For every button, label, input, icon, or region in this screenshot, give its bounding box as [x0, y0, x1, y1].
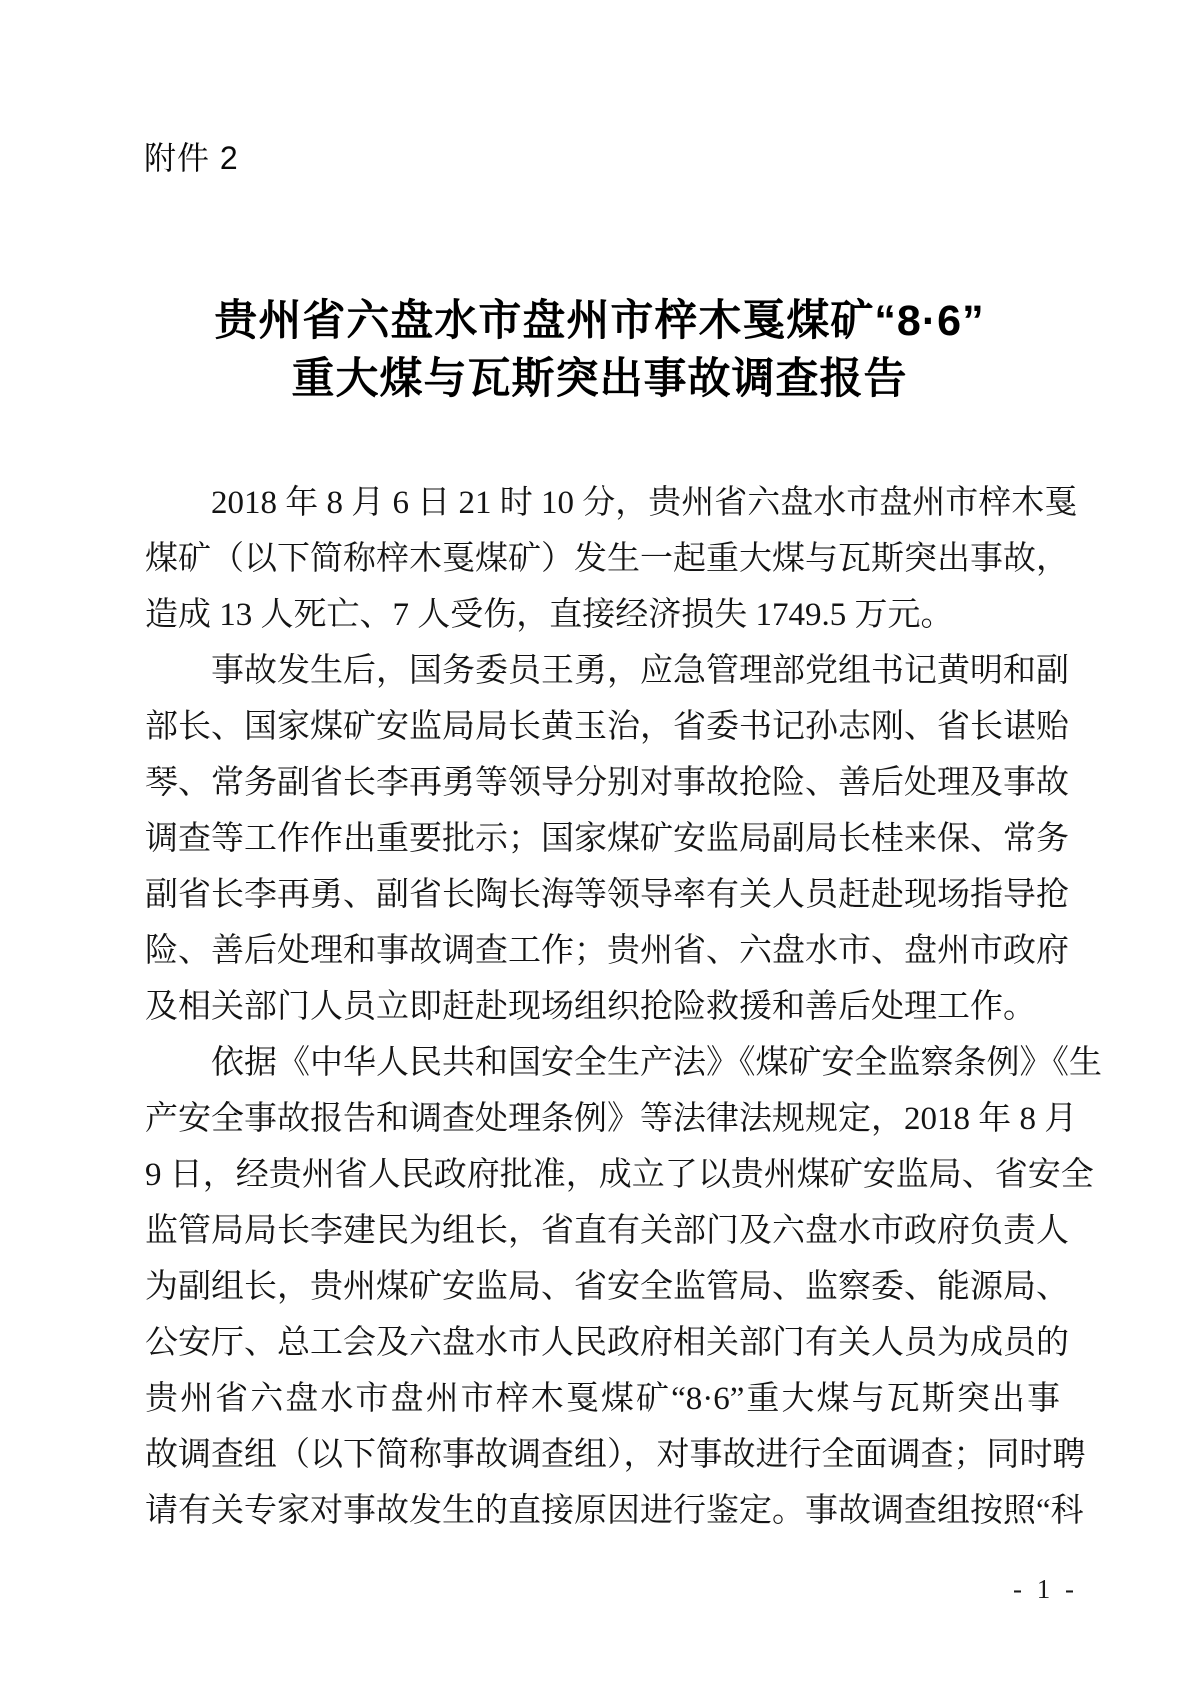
body-line: 煤矿（以下简称梓木戛煤矿）发生一起重大煤与瓦斯突出事故，	[145, 541, 1069, 577]
body-line: 依据《中华人民共和国安全生产法》《煤矿安全监察条例》《生	[211, 1045, 1102, 1081]
body-line: 公安厅、总工会及六盘水市人民政府相关部门有关人员为成员的	[145, 1325, 1069, 1361]
body-line: 副省长李再勇、副省长陶长海等领导率有关人员赶赴现场指导抢	[145, 877, 1069, 913]
body-line: 贵州省六盘水市盘州市梓木戛煤矿“8·6”重大煤与瓦斯突出事	[145, 1381, 1060, 1417]
body-line: 及相关部门人员立即赶赴现场组织抢险救援和善后处理工作。	[145, 989, 1036, 1025]
body-line: 险、善后处理和事故调查工作；贵州省、六盘水市、盘州市政府	[145, 933, 1069, 969]
body-line: 产安全事故报告和调查处理条例》等法律法规规定，2018 年 8 月	[145, 1101, 1078, 1137]
attachment-label: 附件 2	[144, 140, 239, 176]
body-line: 为副组长，贵州煤矿安监局、省安全监管局、监察委、能源局、	[145, 1269, 1069, 1305]
body-line: 2018 年 8 月 6 日 21 时 10 分，贵州省六盘水市盘州市梓木戛	[211, 485, 1078, 521]
body-line: 故调查组（以下简称事故调查组），对事故进行全面调查；同时聘	[145, 1437, 1086, 1473]
body-line: 造成 13 人死亡、7 人受伤，直接经济损失 1749.5 万元。	[145, 597, 954, 633]
document-body	[145, 475, 1102, 1539]
body-line: 部长、国家煤矿安监局局长黄玉治，省委书记孙志刚、省长谌贻	[145, 709, 1069, 745]
body-line: 调查等工作作出重要批示；国家煤矿安监局副局长桂来保、常务	[145, 821, 1069, 857]
body-line: 9 日，经贵州省人民政府批准，成立了以贵州煤矿安监局、省安全	[145, 1157, 1094, 1193]
page-number: - 1 -	[1013, 1574, 1078, 1604]
document-title	[0, 292, 1199, 408]
document-title-line2: 重大煤与瓦斯突出事故调查报告	[291, 355, 908, 403]
document-title-line1: 贵州省六盘水市盘州市梓木戛煤矿“8·6”	[214, 297, 985, 345]
body-line: 请有关专家对事故发生的直接原因进行鉴定。事故调查组按照“科	[145, 1493, 1084, 1529]
body-line: 监管局局长李建民为组长，省直有关部门及六盘水市政府负责人	[145, 1213, 1069, 1249]
body-line: 琴、常务副省长李再勇等领导分别对事故抢险、善后处理及事故	[145, 765, 1069, 801]
body-line: 事故发生后，国务委员王勇，应急管理部党组书记黄明和副	[211, 653, 1069, 689]
